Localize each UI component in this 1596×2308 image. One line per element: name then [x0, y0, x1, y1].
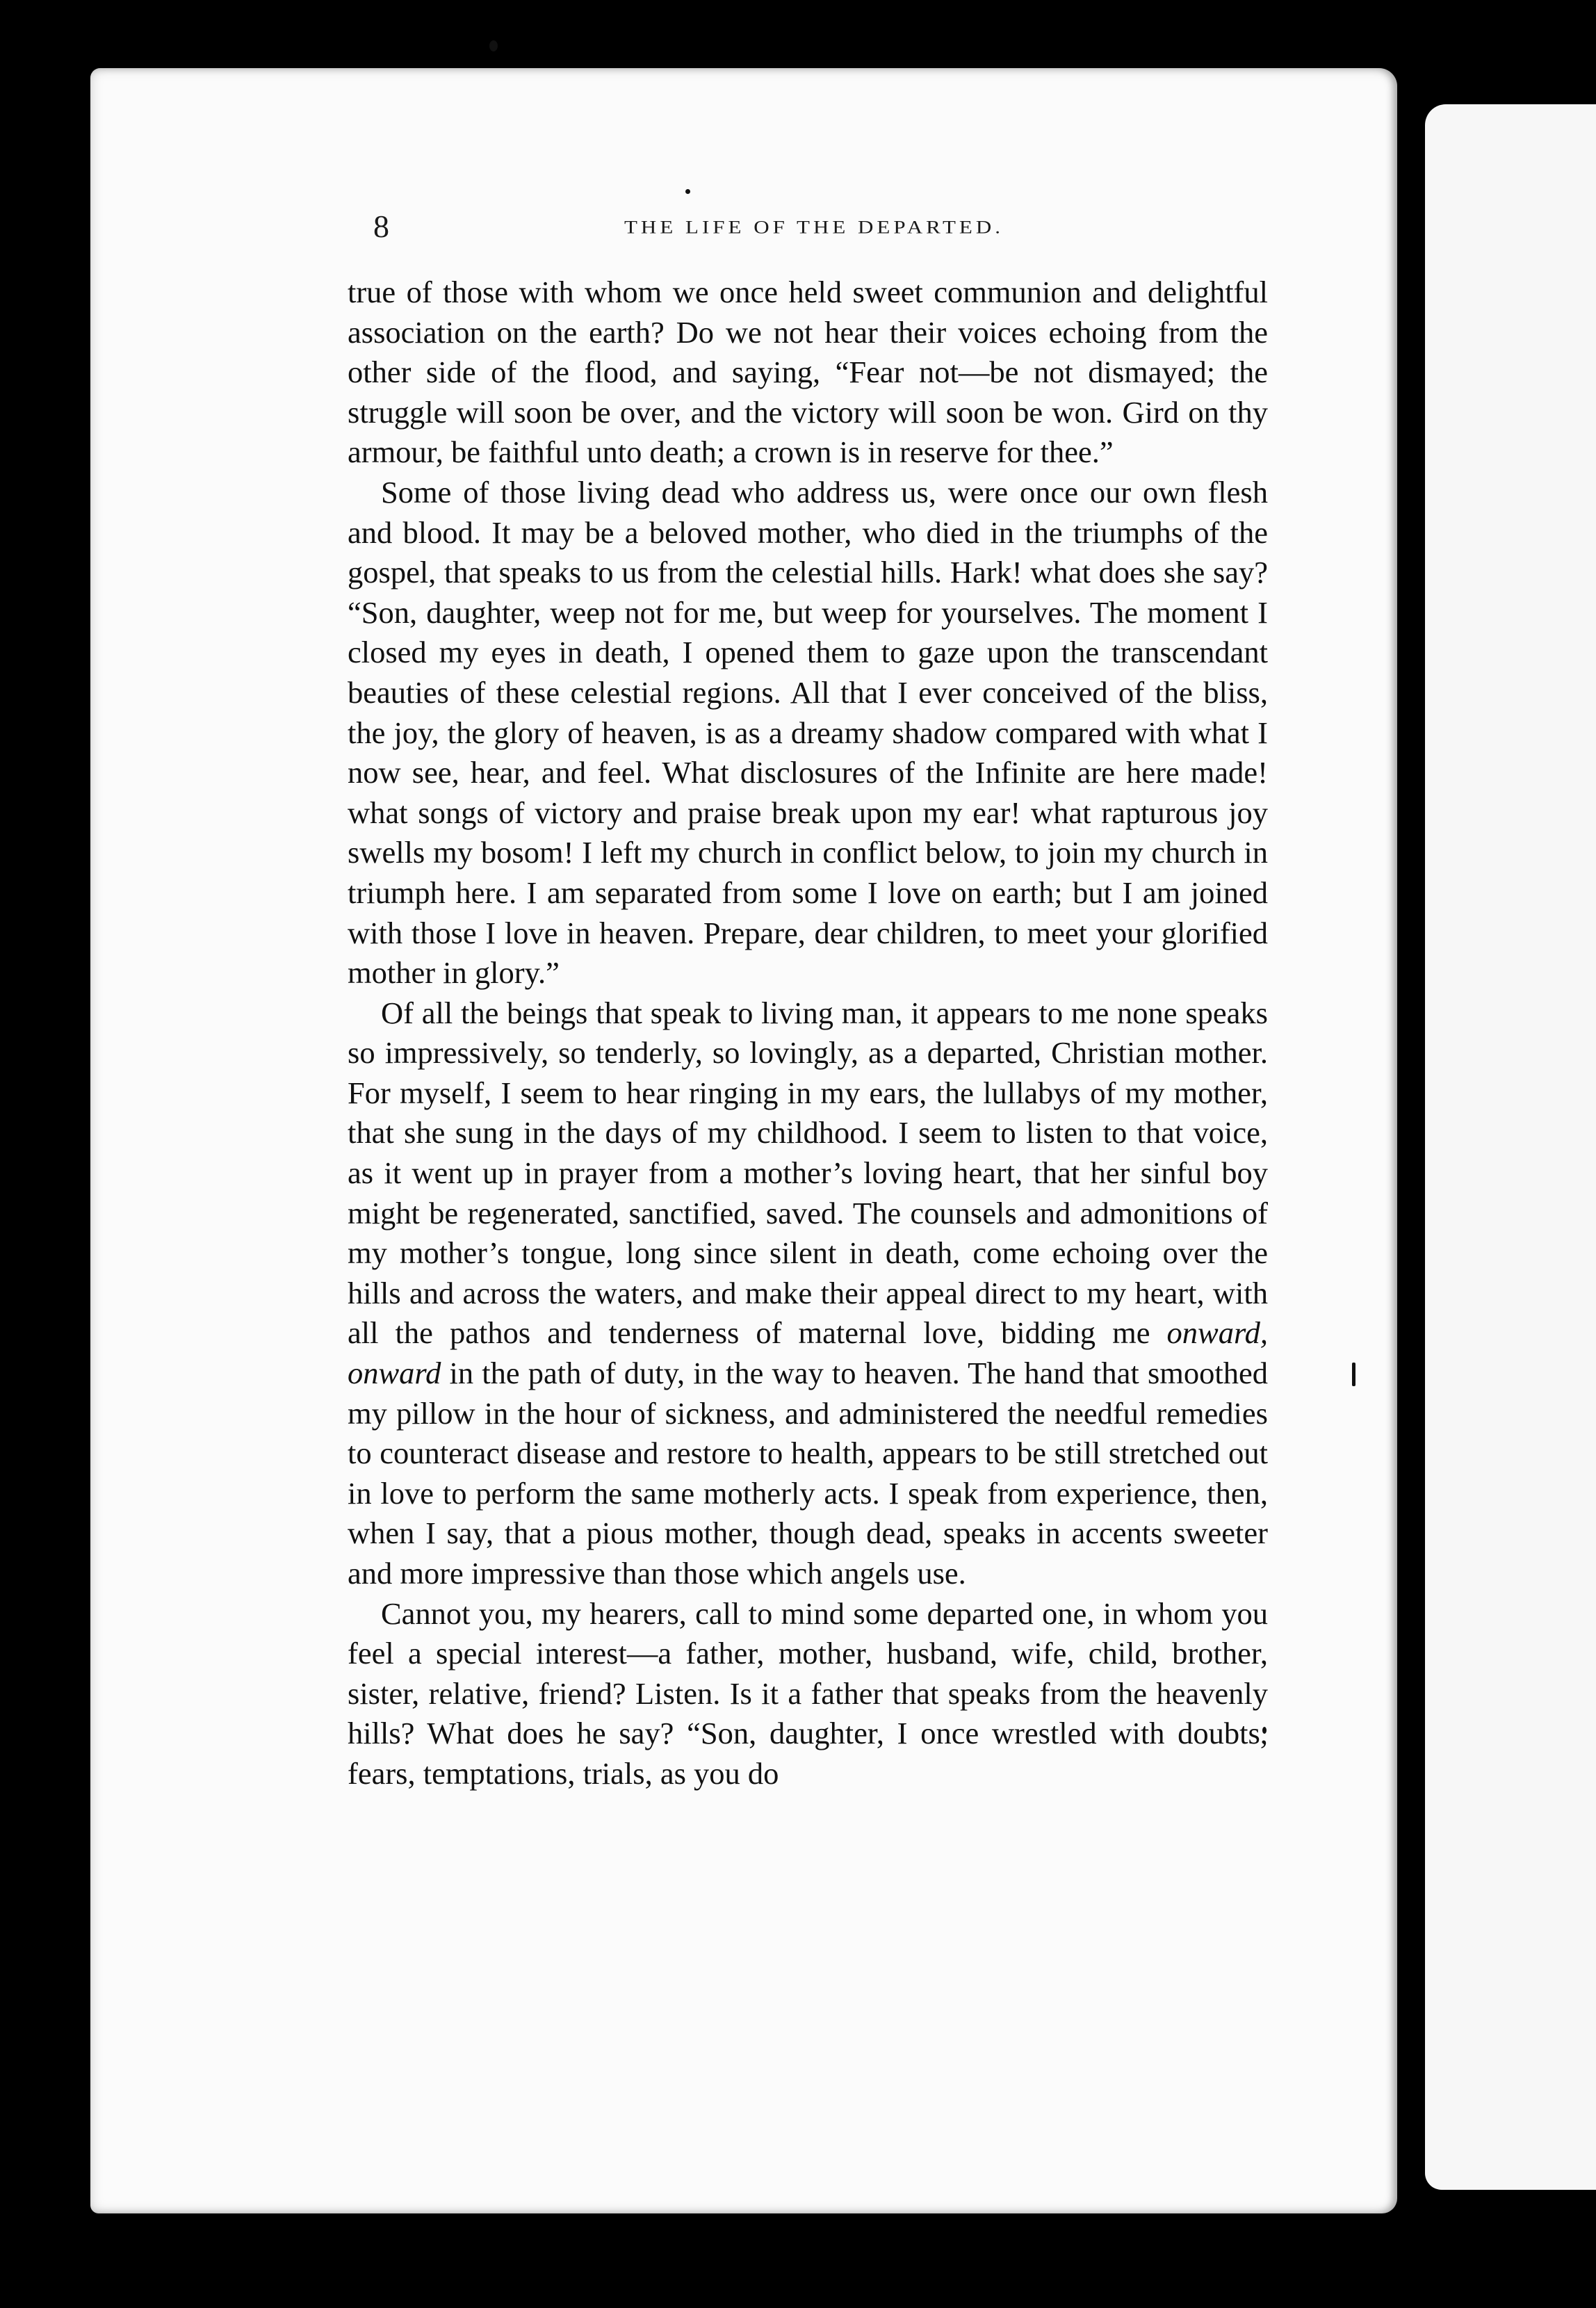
page-header	[0, 206, 1596, 247]
paragraph: Cannot you, my hearers, call to mind some departed one, in whom you feel a special interest—a father, mother, husband, wife, child, brother, sister, relative, friend? Listen. Is it a father that speaks from the heavenly hills? What does he say? “Son, daughter, I once wrestled with doubts, fears, temptations, trials, as you do	[348, 1595, 1268, 1791]
ink-speck	[685, 189, 690, 194]
paragraph: true of those with whom we once held sweet communion and delightful association on the earth? Do we not hear their voices echoing from the other side of the flood, and saying, “Fear not—be not dismayed; the struggle will soon be over, and the victory will soon be won. Gird on thy armour, be faithful unto death; a crown is in reserve for thee.”	[348, 275, 1268, 470]
ink-speck	[1352, 1363, 1355, 1386]
running-head: THE LIFE OF THE DEPARTED.	[624, 216, 1004, 238]
paragraph: Of all the beings that speak to living man, it appears to me none speaks so impressively, so tenderly, so lovingly, as a departed, Christian mother. For myself, I seem to hear ringing in my ears, the lullabys of my mother, that she sung in the days of my childhood. I seem to listen to that voice, as it went up in prayer from a mother’s loving heart, that her sinful boy might be regenerated, sanctified, saved. The counsels and admonitions of my mother’s tongue, long since silent in death, come echoing over the hills and across the waters, and make their appeal direct to my heart, with all the pathos and tenderness of maternal love, bidding me onward, onward in the path of duty, in the way to heaven. The hand that smoothed my pillow in the hour of sickness, and administered the needful remedies to counteract disease and restore to health, appears to be still stretched out in love to perform the same motherly acts. I speak from experience, then, when I say, that a pious mother, though dead, speaks in accents sweeter and more impressive than those which angels use.	[348, 995, 1268, 1591]
paragraph: Some of those living dead who address us, were once our own flesh and blood. It may be a beloved mother, who died in the triumphs of the gospel, that speaks to us from the celestial hills. Hark! what does she say? “Son, daughter, weep not for me, but weep for yourselves. The moment I closed my eyes in death, I opened them to gaze upon the transcendant beauties of these celestial regions. All that I ever conceived of the bliss, the joy, the glory of heaven, is as a dreamy shadow compared with what I now see, hear, and feel. What disclosures of the Infinite are here made! what songs of victory and praise break upon my ear! what rapturous joy swells my bosom! I left my church in conflict below, to join my church in triumph here. I am separated from some I love on earth; but I am joined with those I love in heaven. Prepare, dear children, to meet your glorified mother in glory.”	[348, 474, 1268, 991]
ink-speck	[489, 40, 498, 51]
emphasis: onward, onward	[348, 1315, 1268, 1391]
adjacent-page-edge	[1425, 104, 1596, 2190]
body-text	[348, 273, 1268, 1794]
page-number: 8	[373, 209, 389, 244]
